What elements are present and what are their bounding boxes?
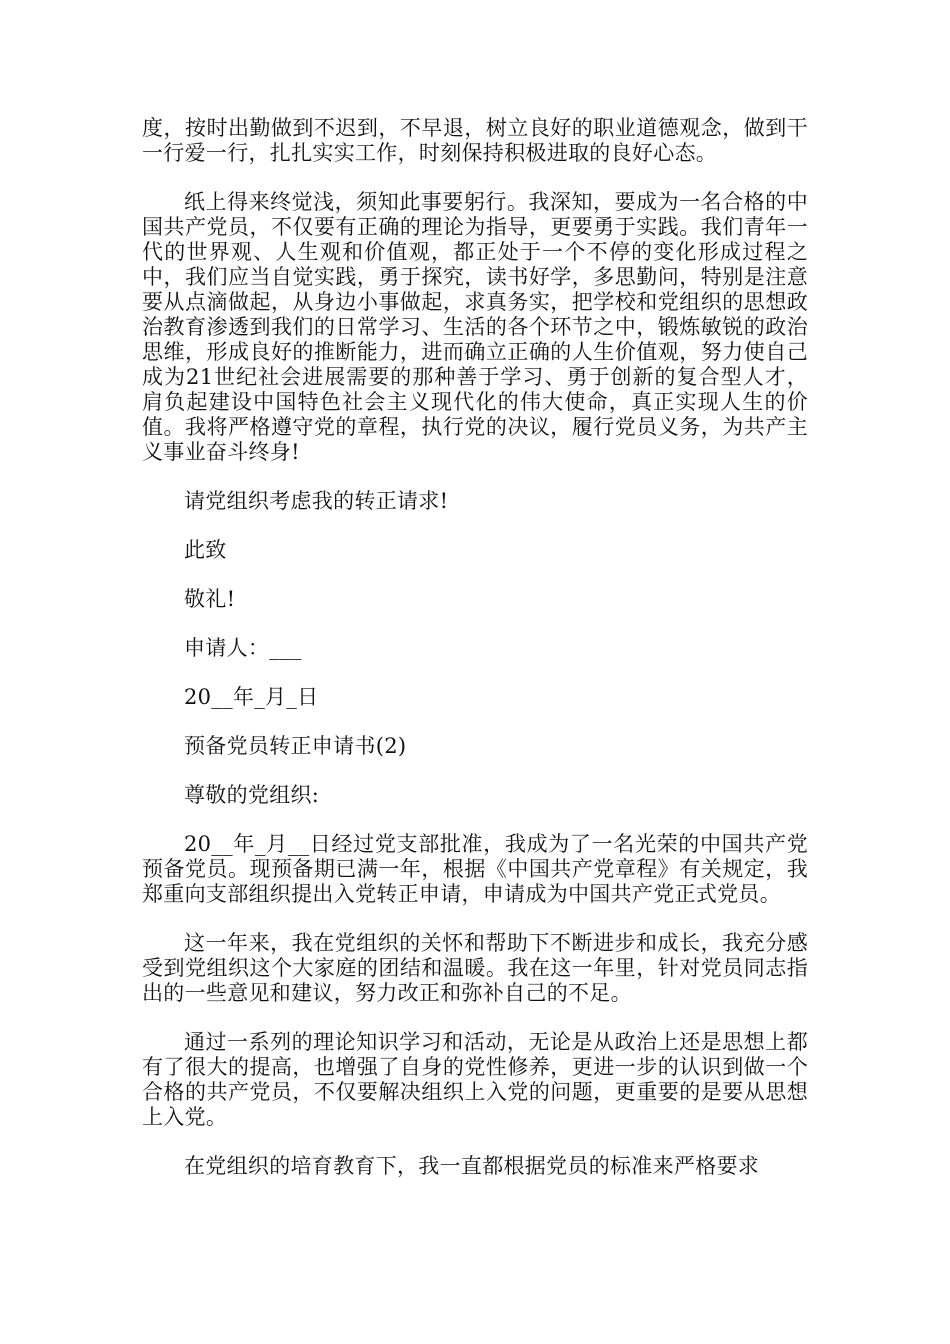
paragraph-study: 通过一系列的理论知识学习和活动，无论是从政治上还是思想上都有了很大的提高，也增强了自身的党性修养，更进一步的认识到做一个合格的共产党员，不仅要解决组织上入党的问题，更重要的是要从思想上入党。 — [142, 1030, 808, 1129]
closing-cizhi: 此致 — [184, 538, 227, 562]
salutation: 尊敬的党组织: — [184, 783, 320, 807]
paragraph-training: 在党组织的培育教育下，我一直都根据党员的标准来严格要求 — [184, 1154, 760, 1178]
paragraph-practice: 纸上得来终觉浅，须知此事要躬行。我深知，要成为一名合格的中国共产党员，不仅要有正确的理论为指导，更要勇于实践。我们青年一代的世界观、人生观和价值观，都正处于一个不停的变化形成过程之中，我们应当自觉实践，勇于探究，读书好学，多思勤问，特别是注意要从点滴做起，从身边小事做起，求真务实，把学校和党组织的思想政治教育渗透到我们的日常学习、生活的各个环节之中，锻炼敏锐的政治思维，形成良好的推断能力，进而确立正确的人生价值观，努力使自己成为21世纪社会进展需要的那种善于学习、勇于创新的复合型人才，肩负起建设中国特色社会主义现代化的伟大使命，真正实现人生的价值。我将严格遵守党的章程，执行党的决议，履行党员义务，为共产主义事业奋斗终身! — [142, 190, 808, 464]
paragraph-approval: 20__年_月__日经过党支部批准，我成为了一名光荣的中国共产党预备党员。现预备期已满一年，根据《中国共产党章程》有关规定，我郑重向支部组织提出入党转正申请，申请成为中国共产党正式党员。 — [142, 832, 808, 906]
paragraph-continuation: 度，按时出勤做到不迟到，不早退，树立良好的职业道德观念，做到干一行爱一行，扎扎实实工作，时刻保持积极进取的良好心态。 — [142, 116, 808, 165]
request-line: 请党组织考虑我的转正请求! — [184, 489, 449, 513]
section-title: 预备党员转正申请书(2) — [184, 734, 407, 758]
date-line: 20__年_月_日 — [184, 685, 319, 709]
closing-jingli: 敬礼! — [184, 587, 236, 611]
paragraph-year-review: 这一年来，我在党组织的关怀和帮助下不断进步和成长，我充分感受到党组织这个大家庭的团结和温暖。我在这一年里，针对党员同志指出的一些意见和建议，努力改正和弥补自己的不足。 — [142, 931, 808, 1005]
applicant-signature: 申请人：___ — [184, 636, 302, 660]
document-page — [142, 116, 808, 1179]
